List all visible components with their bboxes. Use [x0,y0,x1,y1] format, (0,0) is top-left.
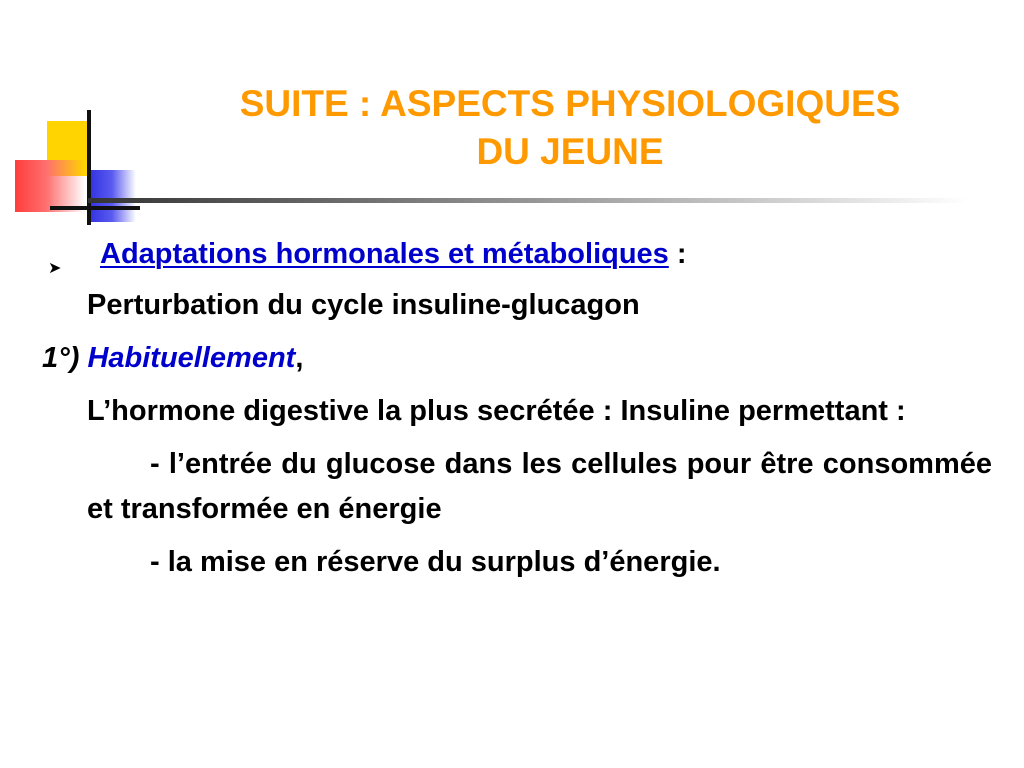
blue-square [88,170,136,222]
numbered-word: Habituellement [87,342,296,374]
numbered-comma: , [295,342,304,374]
numbered-prefix: 1°) [42,342,88,374]
list-item-1: - l’entrée du glucose dans les cellules pour être consommée et transformée en énergie [87,448,992,525]
perturbation-line: Perturbation du cycle insuline-glucagon [87,289,640,321]
red-square [15,160,85,212]
slide-title-line-2: DU JEUNE [476,131,664,172]
bullet-colon: : [668,238,687,270]
slide-body [42,232,992,585]
list-item-2: - la mise en réserve du surplus d’énergie. [150,546,721,578]
horizontal-line [50,206,140,210]
slide-title-line-1: SUITE : ASPECTS PHYSIOLOGIQUES [239,83,901,124]
hyperlink-adaptations[interactable]: Adaptations hormonales et métaboliques [100,238,669,270]
arrow-bullet-icon: ➤ [48,260,62,277]
numbered-heading [42,336,992,381]
slide-title [160,80,980,176]
bullet-item [42,232,992,277]
hormone-paragraph: L’hormone digestive la plus secrétée : Insuline permettant : [87,395,906,427]
title-divider [88,198,968,203]
